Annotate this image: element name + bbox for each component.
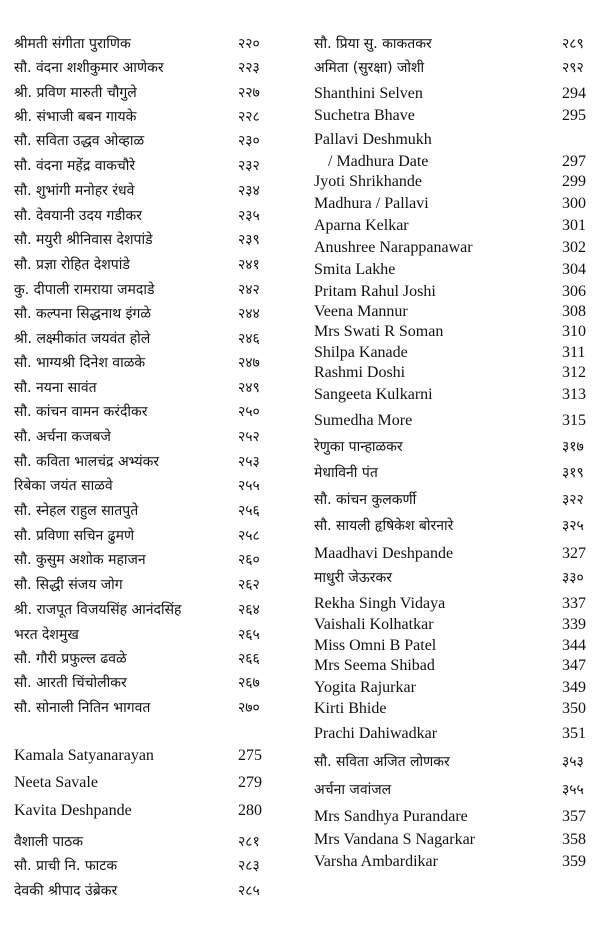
index-entry	[300, 343, 600, 365]
entry-name: Rashmi Doshi	[314, 364, 406, 381]
entry-name: सौ. प्रिया सु. काकतकर	[314, 36, 432, 52]
entry-page-number: २३४	[238, 183, 260, 199]
entry-page-number: २६५	[238, 627, 260, 643]
index-entry	[0, 476, 300, 498]
entry-page-number: २५०	[238, 404, 260, 420]
entry-name: सौ. वंदना महेंद्र वाकचौरे	[14, 158, 136, 174]
entry-page-number: २४४	[238, 306, 260, 322]
entry-name: कु. दीपाली रामराया जमदाडे	[14, 282, 155, 298]
entry-page-number: २८९	[562, 36, 584, 52]
index-entry	[0, 526, 300, 548]
entry-name: Miss Omni B Patel	[314, 637, 437, 654]
entry-page-number: 311	[562, 344, 586, 361]
index-entry	[0, 402, 300, 424]
entry-name: सौ. सिद्धी संजय जोग	[14, 577, 123, 593]
index-entry	[300, 34, 600, 56]
entry-page-number: 306	[562, 283, 586, 300]
index-entry	[300, 363, 600, 385]
entry-name: रिबेका जयंत साळवे	[14, 478, 113, 494]
index-entry	[300, 852, 600, 874]
index-entry	[300, 490, 600, 512]
index-entry	[300, 260, 600, 282]
index-entry	[0, 832, 300, 854]
index-entry	[300, 656, 600, 678]
entry-name: सौ. आरती चिंचोलीकर	[14, 675, 127, 691]
entry-page-number: २४१	[238, 257, 260, 273]
index-entry	[0, 280, 300, 302]
index-entry	[300, 544, 600, 566]
entry-page-number: 275	[238, 747, 262, 764]
entry-name: अर्चना जवांजल	[314, 782, 392, 798]
index-entry	[0, 881, 300, 903]
entry-page-number: २६२	[238, 577, 260, 593]
entry-name: सौ. प्रज्ञा रोहित देशपांडे	[14, 257, 130, 273]
entry-page-number: ३५३	[562, 754, 584, 770]
entry-page-number: 295	[562, 107, 586, 124]
entry-page-number: २४२	[238, 282, 260, 298]
index-entry	[0, 304, 300, 326]
entry-page-number: २५८	[238, 528, 260, 544]
index-entry	[300, 437, 600, 459]
entry-name: सौ. कविता भालचंद्र अभ्यंकर	[14, 454, 160, 470]
entry-page-number: २२३	[238, 60, 260, 76]
index-entry	[300, 282, 600, 304]
entry-name: Madhura / Pallavi	[314, 195, 429, 212]
entry-name: सौ. कांचन कुलकर्णी	[314, 492, 417, 508]
entry-name: श्री. लक्ष्मीकांत जयवंत होले	[14, 331, 151, 347]
entry-page-number: 347	[562, 657, 586, 674]
entry-name: Pallavi Deshmukh	[314, 131, 432, 148]
entry-name: Aparna Kelkar	[314, 217, 409, 234]
entry-name: Varsha Ambardikar	[314, 853, 438, 870]
entry-page-number: २५३	[238, 454, 260, 470]
entry-name: Suchetra Bhave	[314, 107, 415, 124]
entry-name: श्री. राजपूत विजयसिंह आनंदसिंह	[14, 602, 182, 618]
index-entry	[0, 673, 300, 695]
entry-name: सौ. सविता अजित लोणकर	[314, 754, 450, 770]
index-entry	[0, 649, 300, 671]
entry-page-number: ३३०	[562, 570, 584, 586]
entry-page-number: 315	[562, 412, 586, 429]
entry-page-number: २२७	[238, 85, 260, 101]
entry-page-number: २३२	[238, 158, 260, 174]
entry-page-number: 358	[562, 831, 586, 848]
entry-page-number: २४९	[238, 380, 260, 396]
index-entry	[300, 807, 600, 829]
entry-name: श्री. संभाजी बबन गायके	[14, 109, 137, 125]
index-entry	[300, 516, 600, 538]
entry-page-number: २६६	[238, 651, 260, 667]
index-entry	[0, 746, 300, 768]
entry-page-number: 297	[562, 153, 586, 170]
entry-name: Jyoti Shrikhande	[314, 173, 422, 190]
entry-name: सौ. स्नेहल राहुल सातपुते	[14, 503, 139, 519]
entry-page-number: 339	[562, 616, 586, 633]
entry-name: सौ. देवयानी उदय गडीकर	[14, 208, 142, 224]
entry-page-number: २५५	[238, 478, 260, 494]
entry-name: Shanthini Selven	[314, 85, 423, 102]
entry-page-number: २३०	[238, 133, 260, 149]
entry-name: सौ. कांचन वामन करंदीकर	[14, 404, 148, 420]
entry-name: सौ. प्रविणा सचिन ढुमणे	[14, 528, 135, 544]
entry-page-number: 344	[562, 637, 586, 654]
entry-page-number: २७०	[238, 700, 260, 716]
entry-page-number: 299	[562, 173, 586, 190]
entry-page-number: २४६	[238, 331, 260, 347]
entry-name: भरत देशमुख	[14, 627, 79, 643]
index-entry	[300, 678, 600, 700]
index-entry	[0, 353, 300, 375]
entry-page-number: 312	[562, 364, 586, 381]
entry-name: अमिता (सुरक्षा) जोशी	[314, 60, 425, 76]
index-entry	[0, 698, 300, 720]
entry-page-number: २२८	[238, 109, 260, 125]
entry-page-number: 349	[562, 679, 586, 696]
entry-page-number: 359	[562, 853, 586, 870]
entry-name: श्रीमती संगीता पुराणिक	[14, 36, 131, 52]
index-entry	[300, 830, 600, 852]
entry-name: Mrs Swati R Soman	[314, 323, 444, 340]
entry-page-number: २८५	[238, 883, 260, 899]
index-entry	[0, 501, 300, 523]
entry-page-number: ३१७	[562, 439, 584, 455]
entry-page-number: 294	[562, 85, 586, 102]
entry-page-number: 304	[562, 261, 586, 278]
index-entry	[0, 181, 300, 203]
index-entry	[0, 83, 300, 105]
entry-page-number: २९२	[562, 60, 584, 76]
entry-page-number: 351	[562, 725, 586, 742]
index-entry	[0, 801, 300, 823]
entry-name: सौ. प्राची नि. फाटक	[14, 858, 118, 874]
entry-name: Pritam Rahul Joshi	[314, 283, 436, 300]
entry-page-number: २६७	[238, 675, 260, 691]
entry-page-number: 350	[562, 700, 586, 717]
index-entry	[300, 615, 600, 637]
entry-page-number: २८१	[238, 834, 260, 850]
entry-page-number: 357	[562, 808, 586, 825]
index-entry	[300, 752, 600, 774]
entry-name: Kirti Bhide	[314, 700, 387, 717]
index-entry	[0, 329, 300, 351]
entry-name: सौ. अर्चना कजबजे	[14, 429, 111, 445]
entry-name: Prachi Dahiwadkar	[314, 725, 438, 742]
index-entry	[300, 238, 600, 260]
index-entry	[0, 773, 300, 795]
index-entry	[300, 172, 600, 194]
entry-page-number: 279	[238, 774, 262, 791]
entry-name: Yogita Rajurkar	[314, 679, 416, 696]
index-entry	[0, 255, 300, 277]
entry-name: सौ. गौरी प्रफुल्ल ढवळे	[14, 651, 127, 667]
index-entry	[300, 84, 600, 106]
entry-name: Kavita Deshpande	[14, 802, 132, 819]
index-entry	[0, 206, 300, 228]
index-entry	[0, 230, 300, 252]
entry-name: Mrs Seema Shibad	[314, 657, 435, 674]
entry-name: Rekha Singh Vidaya	[314, 595, 446, 612]
index-entry	[0, 378, 300, 400]
entry-name: वैशाली पाठक	[14, 834, 83, 850]
entry-name: रेणुका पान्हाळकर	[314, 439, 403, 455]
entry-name: Vaishali Kolhatkar	[314, 616, 434, 633]
entry-name: Shilpa Kanade	[314, 344, 408, 361]
index-entry	[300, 780, 600, 802]
entry-page-number: २५२	[238, 429, 260, 445]
entry-page-number: 280	[238, 802, 262, 819]
entry-page-number: ३१९	[562, 465, 584, 481]
entry-name: सौ. कुसुम अशोक महाजन	[14, 552, 146, 568]
index-entry	[300, 194, 600, 216]
entry-page-number: ३५५	[562, 782, 584, 798]
entry-page-number: 327	[562, 545, 586, 562]
index-entry	[300, 130, 600, 174]
index-entry	[300, 58, 600, 80]
index-entry	[300, 594, 600, 616]
entry-name: Neeta Savale	[14, 774, 98, 791]
entry-page-number: 310	[562, 323, 586, 340]
entry-name: सौ. नयना सावंत	[14, 380, 97, 396]
index-entry	[300, 385, 600, 407]
entry-name: Sangeeta Kulkarni	[314, 386, 433, 403]
index-entry	[0, 58, 300, 80]
index-entry	[0, 427, 300, 449]
entry-page-number: 313	[562, 386, 586, 403]
entry-name: श्री. प्रविण मारुती चौगुले	[14, 85, 137, 101]
entry-name: सौ. सोनाली नितिन भागवत	[14, 700, 151, 716]
entry-name: सौ. सायली हृषिकेश बोरनारे	[314, 518, 454, 534]
index-entry	[300, 302, 600, 324]
index-entry	[300, 568, 600, 590]
entry-name: Maadhavi Deshpande	[314, 545, 454, 562]
index-entry	[300, 636, 600, 658]
entry-name: Smita Lakhe	[314, 261, 396, 278]
index-entry	[0, 550, 300, 572]
entry-page-number: 302	[562, 239, 586, 256]
index-entry	[0, 34, 300, 56]
entry-name: Veena Mannur	[314, 303, 408, 320]
entry-page-number: 301	[562, 217, 586, 234]
index-entry	[300, 322, 600, 344]
index-entry	[300, 699, 600, 721]
entry-name: सौ. भाग्यश्री दिनेश वाळके	[14, 355, 146, 371]
index-entry	[0, 452, 300, 474]
index-entry	[300, 411, 600, 433]
index-entry	[0, 131, 300, 153]
entry-name: देवकी श्रीपाद उंब्रेकर	[14, 883, 118, 899]
entry-page-number: २५६	[238, 503, 260, 519]
entry-name: Mrs Vandana S Nagarkar	[314, 831, 475, 848]
entry-name: Kamala Satyanarayan	[14, 747, 154, 764]
entry-name: सौ. मयुरी श्रीनिवास देशपांडे	[14, 232, 153, 248]
entry-name: माधुरी जेऊरकर	[314, 570, 392, 586]
entry-name: Sumedha More	[314, 412, 413, 429]
entry-name: सौ. सविता उद्धव ओव्हाळ	[14, 133, 145, 149]
entry-name: सौ. शुभांगी मनोहर रंधवे	[14, 183, 135, 199]
index-entry	[300, 216, 600, 238]
index-entry	[300, 463, 600, 485]
index-entry	[0, 575, 300, 597]
entry-page-number: २६०	[238, 552, 260, 568]
entry-page-number: २२०	[238, 36, 260, 52]
entry-name: Anushree Narappanawar	[314, 239, 473, 256]
entry-page-number: ३२५	[562, 518, 584, 534]
entry-page-number: २८३	[238, 858, 260, 874]
index-entry	[300, 106, 600, 128]
entry-page-number: २४७	[238, 355, 260, 371]
index-entry	[300, 724, 600, 746]
entry-name: मेधाविनी पंत	[314, 465, 378, 481]
entry-page-number: ३२२	[562, 492, 584, 508]
entry-page-number: 300	[562, 195, 586, 212]
entry-name: सौ. वंदना शशीकुमार आणेकर	[14, 60, 164, 76]
index-entry	[0, 600, 300, 622]
entry-page-number: २६४	[238, 602, 260, 618]
index-entry	[0, 856, 300, 878]
entry-page-number: 308	[562, 303, 586, 320]
entry-name: सौ. कल्पना सिद्धनाथ इंगळे	[14, 306, 152, 322]
index-entry	[0, 625, 300, 647]
index-entry	[0, 156, 300, 178]
entry-page-number: २३९	[238, 232, 260, 248]
entry-page-number: २३५	[238, 208, 260, 224]
entry-name-continued: / Madhura Date	[328, 153, 429, 170]
index-entry	[0, 107, 300, 129]
entry-page-number: 337	[562, 595, 586, 612]
entry-name: Mrs Sandhya Purandare	[314, 808, 468, 825]
